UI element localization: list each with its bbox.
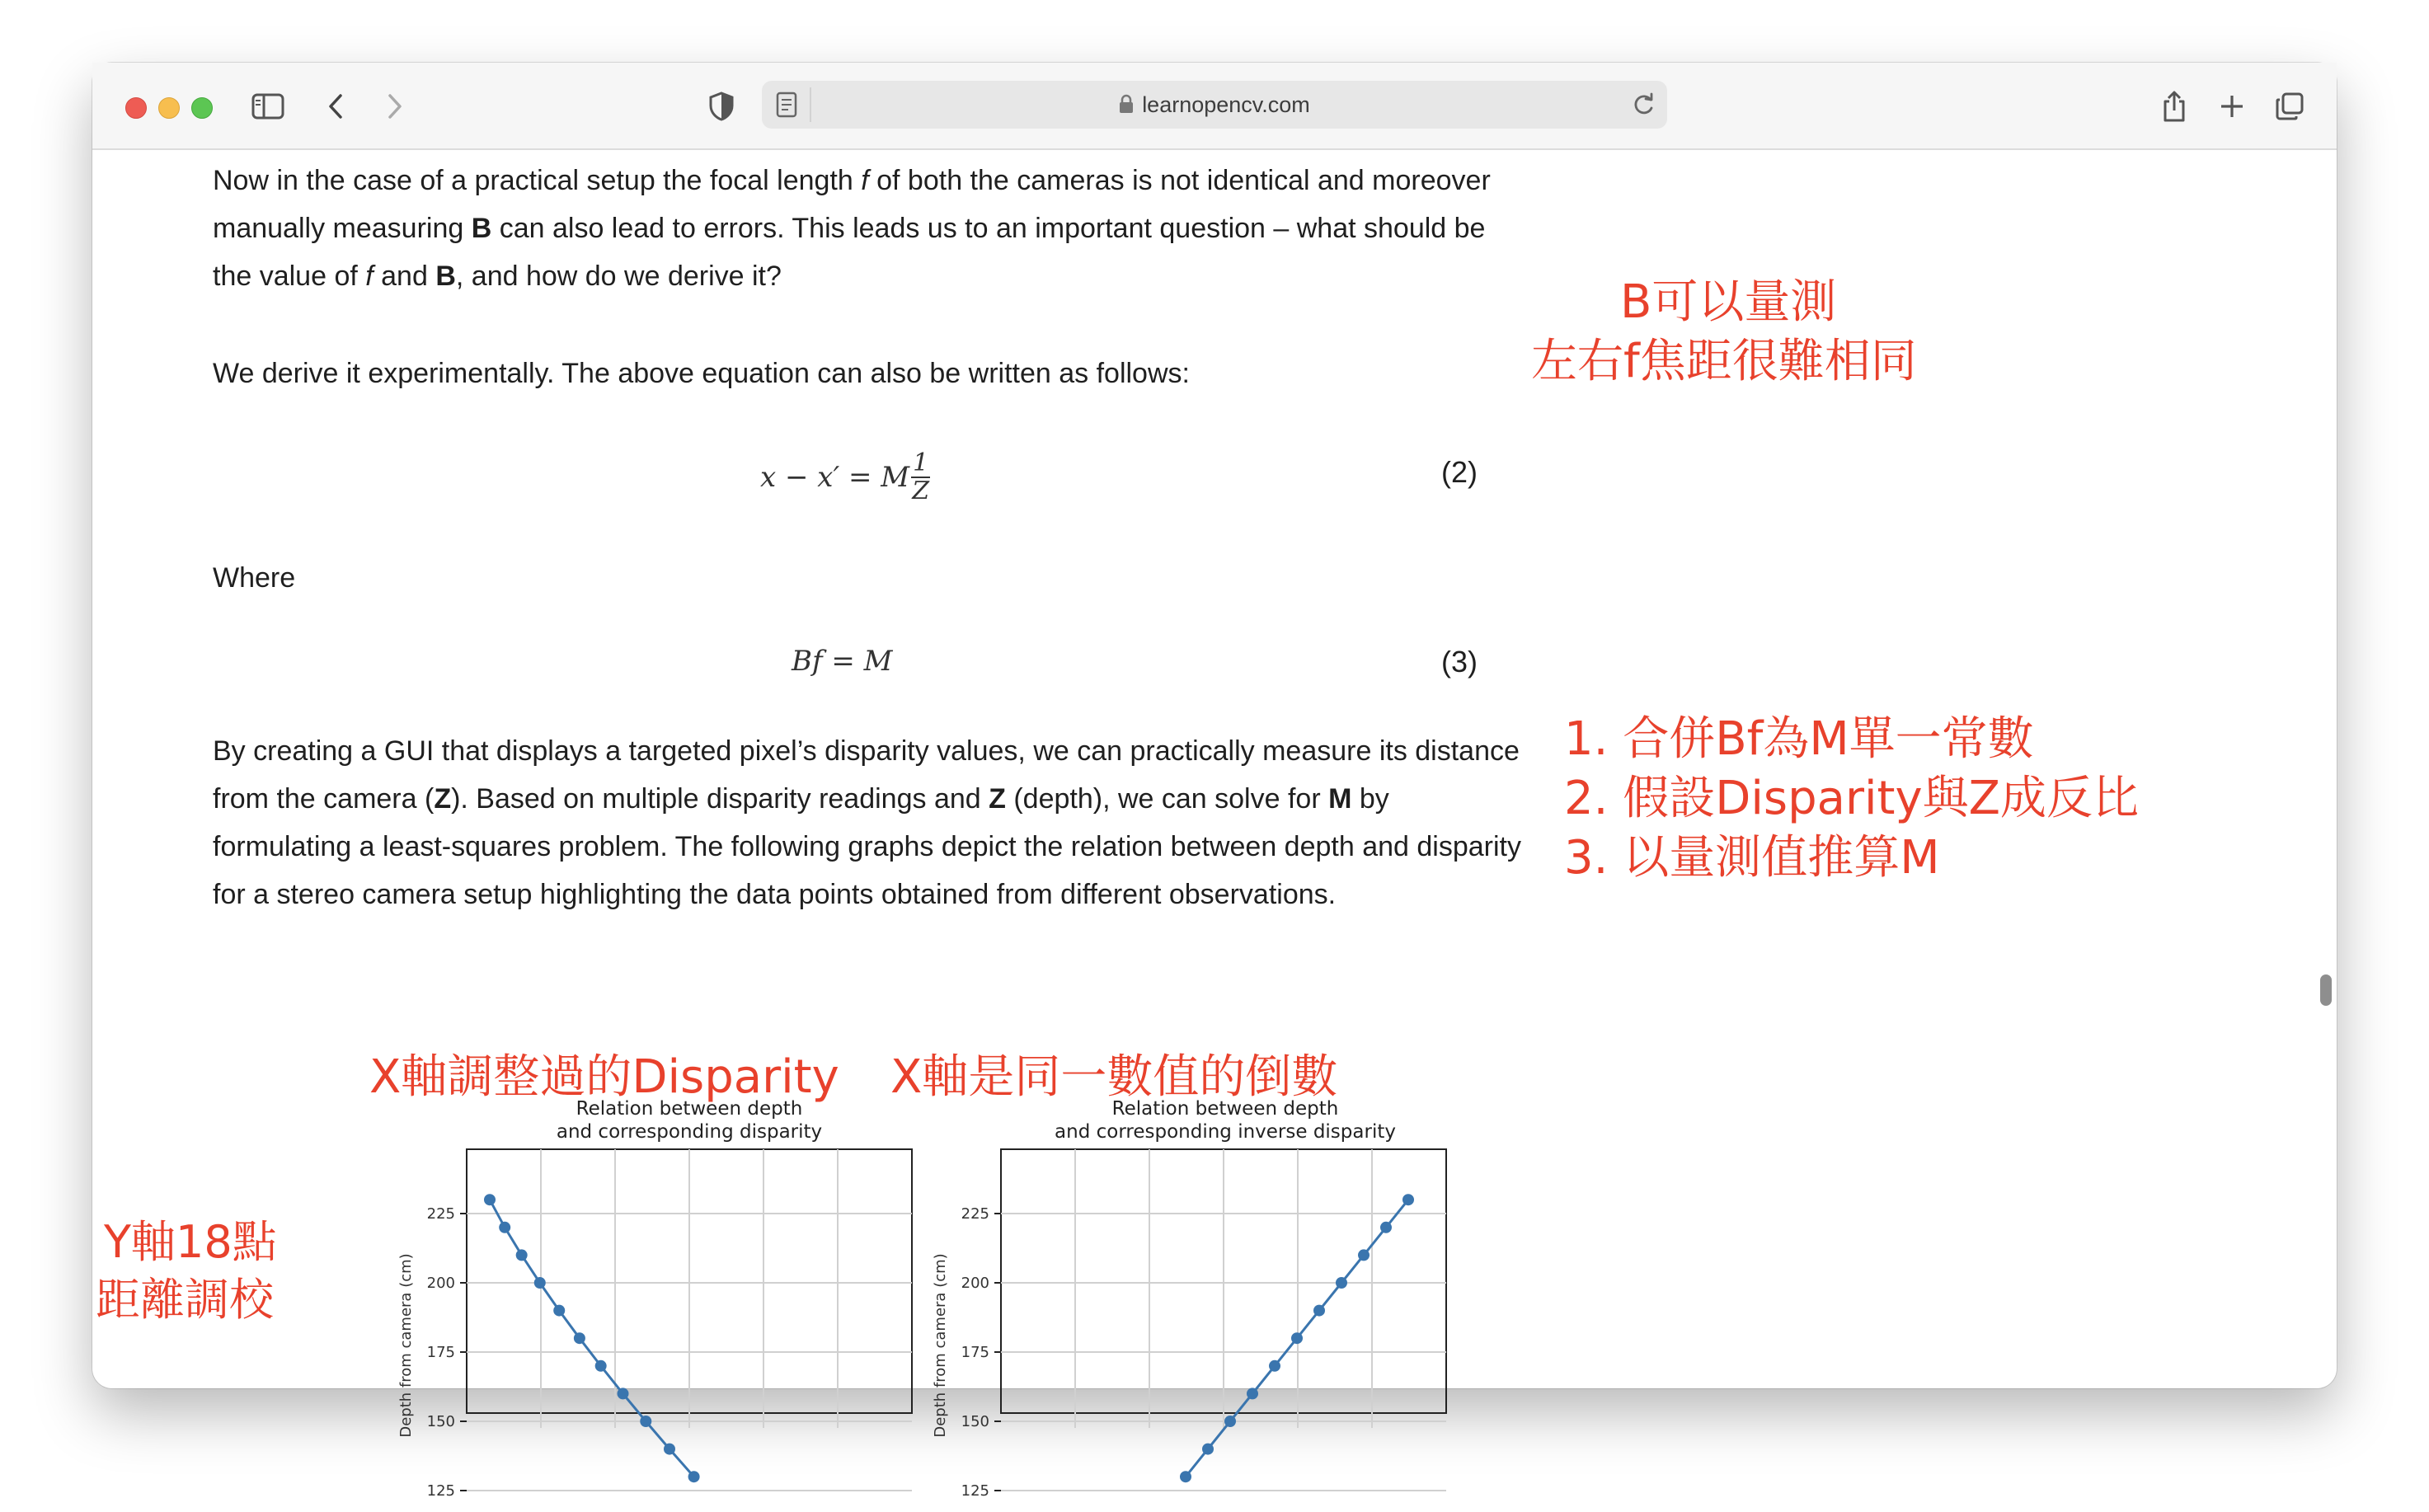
chart-depth-vs-inverse-disparity xyxy=(844,1098,1471,1500)
y-tick-label: 175 xyxy=(426,1344,455,1361)
y-axis-label: Depth from camera (cm) xyxy=(397,1253,415,1438)
series-line xyxy=(490,1200,694,1477)
sidebar-toggle-icon[interactable] xyxy=(249,87,287,125)
annotation-b-measurable: B可以量測 xyxy=(1620,275,1837,329)
where-label: Where xyxy=(213,562,296,594)
equation-3: Bf = M xyxy=(792,645,893,678)
lock-icon xyxy=(1119,94,1134,120)
data-point xyxy=(499,1222,510,1233)
address-bar[interactable] xyxy=(762,81,1667,129)
y-tick-label: 125 xyxy=(961,1482,989,1500)
data-point xyxy=(640,1416,651,1427)
paragraph-gui: By creating a GUI that displays a targeted pixel’s disparity values, we can practically measure its distance from the camera (Z). Based on multiple disparity readings and Z (depth), we can solve for M by formulating a least-squares problem. The following graphs depict the relation between depth and disparity for a stereo camera setup highlighting the data points obtained from different observations. xyxy=(213,735,1521,910)
chart-title-line2: and corresponding disparity xyxy=(556,1121,823,1143)
y-tick-label: 175 xyxy=(961,1344,989,1361)
annotation-y-axis-line1: Y軸18點 xyxy=(104,1216,277,1268)
data-point xyxy=(595,1360,607,1372)
data-point xyxy=(534,1277,546,1289)
share-icon[interactable] xyxy=(2155,87,2193,125)
browser-window xyxy=(92,63,2337,1500)
y-tick-label: 200 xyxy=(426,1275,455,1292)
y-tick-label: 125 xyxy=(426,1482,455,1500)
data-point xyxy=(1291,1332,1303,1344)
page-content xyxy=(92,150,2337,1500)
data-point xyxy=(1269,1360,1280,1372)
browser-toolbar xyxy=(92,63,2337,150)
annotation-step-2: 2. 假設Disparity與Z成反比 xyxy=(1564,772,2139,825)
url-label: learnopencv.com xyxy=(1142,92,1310,117)
data-point xyxy=(617,1388,628,1399)
data-point xyxy=(553,1305,565,1317)
new-tab-icon[interactable] xyxy=(2213,87,2251,125)
y-tick-label: 225 xyxy=(426,1205,455,1223)
url-text xyxy=(762,92,1667,120)
back-icon[interactable] xyxy=(317,87,355,125)
y-tick-label: 200 xyxy=(961,1275,989,1292)
annotation-step-3: 3. 以量測值推算M xyxy=(1564,831,1940,885)
data-point xyxy=(664,1444,675,1455)
paragraph-focal-length: Now in the case of a practical setup the focal length f of both the cameras is not identical and moreover manually measuring B can also lead to errors. This leads us to an important question – what should be the value of f and B, and how do we derive it? xyxy=(213,165,1491,292)
data-point xyxy=(1247,1388,1258,1399)
data-point xyxy=(688,1471,700,1482)
page-scrollbar[interactable] xyxy=(2320,974,2332,1006)
chart-depth-vs-disparity xyxy=(310,1098,937,1500)
y-tick-label: 150 xyxy=(961,1413,989,1430)
paragraph-derive: We derive it experimentally. The above equation can also be written as follows: xyxy=(213,358,1190,389)
data-point xyxy=(574,1332,585,1344)
annotation-step-1: 1. 合併Bf為M單一常數 xyxy=(1564,712,2034,766)
data-point xyxy=(1336,1277,1347,1289)
chart-title-line1: Relation between depth xyxy=(1111,1098,1339,1120)
annotation-y-axis-line2: 距離調校 xyxy=(96,1274,274,1326)
minimize-window-button[interactable] xyxy=(158,97,180,119)
y-tick-label: 225 xyxy=(961,1205,989,1223)
chart-title-line2: and corresponding inverse disparity xyxy=(1055,1121,1396,1143)
data-point xyxy=(516,1249,528,1261)
equation-2-label: (2) xyxy=(1441,455,1478,489)
equation-3-label: (3) xyxy=(1441,645,1478,679)
forward-icon[interactable] xyxy=(376,87,414,125)
y-axis-label: Depth from camera (cm) xyxy=(932,1253,949,1438)
data-point xyxy=(1224,1416,1236,1427)
tab-overview-icon[interactable] xyxy=(2271,87,2309,125)
y-tick-label: 150 xyxy=(426,1413,455,1430)
data-point xyxy=(1380,1222,1392,1233)
privacy-shield-icon[interactable] xyxy=(702,87,740,125)
data-point xyxy=(1180,1471,1191,1482)
data-point xyxy=(1402,1194,1414,1205)
equation-2: x − x′ = M $\frac{1}{Z}$ xyxy=(760,448,930,505)
data-point xyxy=(484,1194,496,1205)
annotation-chart2-x-axis: X軸是同一數值的倒數 xyxy=(890,1050,1338,1104)
data-point xyxy=(1202,1444,1214,1455)
chart-title-line1: Relation between depth xyxy=(576,1098,803,1120)
annotation-focal-differs: 左右f焦距很難相同 xyxy=(1531,335,1917,388)
close-window-button[interactable] xyxy=(125,97,147,119)
data-point xyxy=(1313,1305,1325,1317)
data-point xyxy=(1358,1249,1370,1261)
annotation-chart1-x-axis: X軸調整過的Disparity xyxy=(369,1050,839,1104)
reload-icon[interactable] xyxy=(1631,92,1656,122)
zoom-window-button[interactable] xyxy=(191,97,213,119)
